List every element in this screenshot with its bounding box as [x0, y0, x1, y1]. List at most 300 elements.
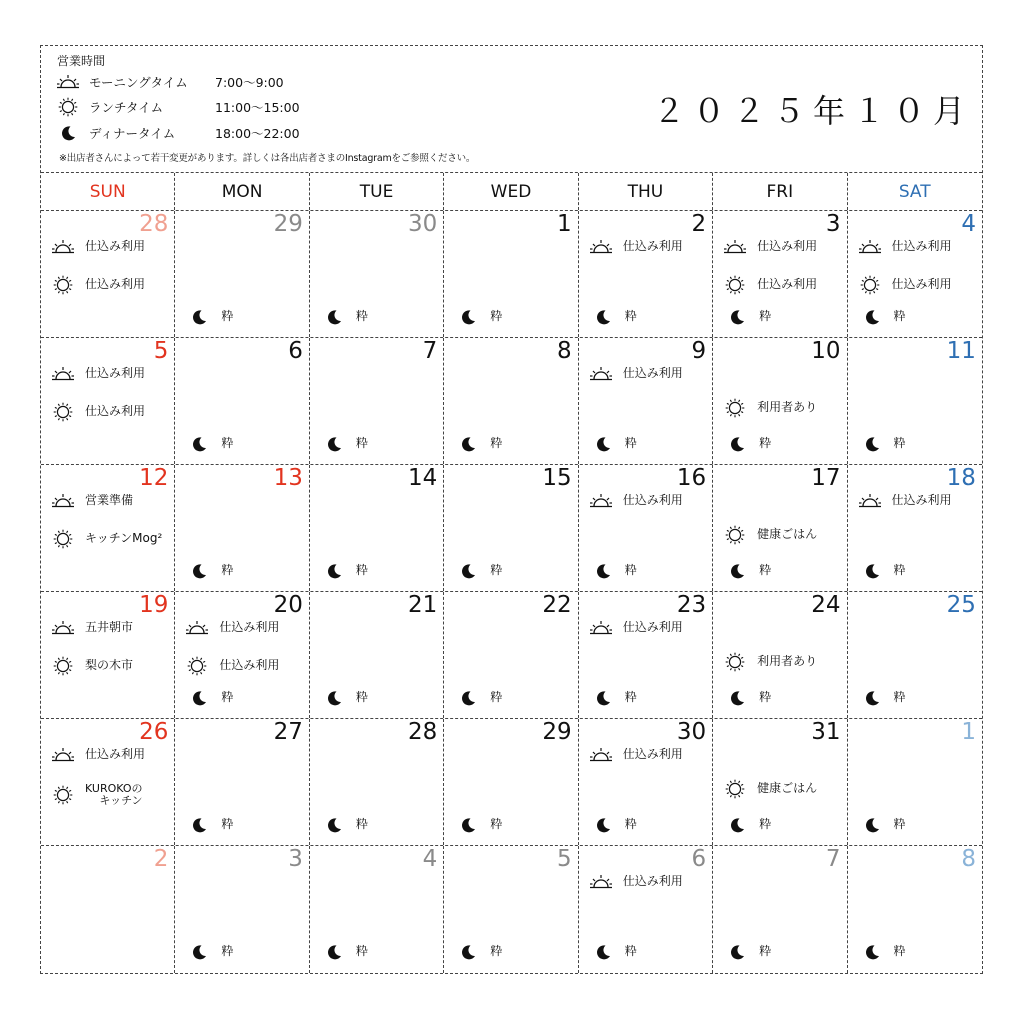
- event-text: 粋: [624, 817, 637, 832]
- event-item: [591, 561, 637, 581]
- event-text: 粋: [490, 436, 503, 451]
- event-item: [725, 561, 771, 581]
- hours-row-morning: [55, 72, 284, 92]
- event-text: 粋: [893, 436, 906, 451]
- day-number: 20: [273, 592, 303, 618]
- event-item: [51, 656, 133, 676]
- sun-icon: [55, 97, 81, 117]
- moon-icon: [591, 561, 615, 581]
- event-item: [725, 688, 771, 708]
- day-cell[interactable]: [444, 719, 578, 845]
- calendar-grid: [41, 173, 982, 973]
- event-item: [187, 815, 233, 835]
- day-cell[interactable]: [444, 592, 578, 718]
- weeks-container: [41, 211, 982, 973]
- day-number: 3: [288, 846, 303, 872]
- event-item: [322, 688, 368, 708]
- event-item: [51, 275, 145, 295]
- day-cell[interactable]: [444, 846, 578, 973]
- event-item: [723, 237, 817, 257]
- event-text: 仕込み利用: [85, 747, 146, 762]
- sun-icon: [51, 402, 75, 422]
- day-number: 1: [557, 211, 572, 237]
- moon-icon: [725, 434, 749, 454]
- hours-time: 7:00〜9:00: [215, 75, 284, 90]
- event-item: [51, 237, 145, 257]
- hours-row-dinner: [55, 123, 300, 143]
- event-item: [456, 688, 502, 708]
- moon-icon: [860, 561, 884, 581]
- event-text: 仕込み利用: [219, 620, 280, 635]
- day-number: 5: [153, 338, 169, 364]
- moon-icon: [187, 688, 211, 708]
- day-number: 4: [422, 846, 438, 872]
- event-text: 粋: [221, 436, 234, 451]
- day-cell[interactable]: [444, 338, 578, 464]
- day-number: 29: [273, 211, 303, 237]
- day-number: 18: [946, 465, 976, 491]
- day-cell[interactable]: [579, 719, 713, 845]
- event-text: 粋: [624, 563, 637, 578]
- sunrise-icon: [51, 618, 75, 638]
- day-cell[interactable]: [175, 211, 309, 337]
- moon-icon: [725, 307, 749, 327]
- moon-icon: [456, 561, 480, 581]
- event-text: 粋: [893, 563, 906, 578]
- event-text: 粋: [355, 817, 368, 832]
- day-cell[interactable]: [41, 846, 175, 973]
- event-text: 粋: [759, 690, 772, 705]
- sunrise-icon: [589, 491, 613, 511]
- sunrise-icon: [858, 491, 882, 511]
- moon-icon: [322, 815, 346, 835]
- event-item: [860, 434, 906, 454]
- event-item: [456, 434, 502, 454]
- day-number: 9: [691, 338, 707, 364]
- sunrise-icon: [589, 237, 613, 257]
- day-number: 30: [407, 211, 438, 237]
- moon-icon: [456, 307, 480, 327]
- day-cell[interactable]: [310, 719, 444, 845]
- day-number: 17: [811, 465, 841, 491]
- event-text: 利用者あり: [757, 654, 818, 669]
- event-text: 粋: [355, 309, 368, 324]
- day-cell[interactable]: [848, 846, 982, 973]
- sun-icon: [858, 275, 882, 295]
- event-item: [589, 364, 683, 384]
- event-item: [51, 618, 133, 638]
- event-item: [322, 434, 368, 454]
- event-item: [187, 942, 233, 962]
- calendar-frame: [40, 45, 983, 974]
- weekday-thu: THU: [579, 173, 713, 210]
- day-cell[interactable]: [713, 465, 847, 591]
- event-item: [51, 364, 145, 384]
- event-item: [723, 275, 817, 295]
- sun-icon: [51, 529, 75, 549]
- day-number: 28: [139, 211, 169, 237]
- moon-icon: [725, 688, 749, 708]
- event-item: [185, 618, 279, 638]
- moon-icon: [187, 815, 211, 835]
- hours-name: モーニングタイム: [89, 75, 188, 90]
- notice-text: ※出店者さんによって若干変更があります。詳しくは各出店者さまのInstagramをご参照ください。: [59, 153, 476, 164]
- event-item: [860, 815, 906, 835]
- event-item: [858, 275, 952, 295]
- sunrise-icon: [51, 491, 75, 511]
- event-item: [858, 491, 952, 511]
- sun-icon: [723, 275, 747, 295]
- event-item: [591, 815, 637, 835]
- event-text: 粋: [893, 309, 906, 324]
- event-item: [589, 618, 683, 638]
- sun-icon: [723, 525, 747, 545]
- event-text: 仕込み利用: [622, 239, 683, 254]
- moon-icon: [456, 434, 480, 454]
- day-number: 29: [542, 719, 572, 745]
- day-number: 15: [542, 465, 572, 491]
- event-item: [322, 307, 368, 327]
- event-item: [723, 652, 817, 672]
- week-row: [41, 719, 982, 846]
- sun-icon: [723, 779, 747, 799]
- day-cell[interactable]: [41, 719, 175, 845]
- day-cell[interactable]: [713, 592, 847, 718]
- event-text: 仕込み利用: [622, 620, 683, 635]
- week-row: [41, 465, 982, 592]
- moon-icon: [591, 688, 615, 708]
- event-item: [187, 561, 233, 581]
- event-text: 粋: [759, 817, 772, 832]
- moon-icon: [860, 688, 884, 708]
- event-text: 仕込み利用: [891, 277, 952, 292]
- sun-icon: [723, 652, 747, 672]
- day-cell[interactable]: [41, 592, 175, 718]
- day-number: 7: [825, 846, 841, 872]
- day-number: 8: [961, 846, 976, 872]
- day-cell[interactable]: [848, 211, 982, 337]
- hours-name: ランチタイム: [89, 100, 164, 115]
- moon-icon: [591, 434, 615, 454]
- event-item: [456, 307, 502, 327]
- event-item: [860, 307, 906, 327]
- day-cell[interactable]: [848, 338, 982, 464]
- day-cell[interactable]: [41, 211, 175, 337]
- day-number: 1: [961, 719, 976, 745]
- day-number: 7: [422, 338, 438, 364]
- event-text: 粋: [355, 690, 368, 705]
- event-item: [723, 779, 817, 799]
- event-text: 健康ごはん: [757, 781, 818, 796]
- sunrise-icon: [723, 237, 747, 257]
- month-title: ２０２５年１０月: [653, 92, 974, 130]
- moon-icon: [322, 942, 346, 962]
- event-item: [591, 942, 637, 962]
- event-item: [589, 237, 683, 257]
- day-cell[interactable]: [310, 211, 444, 337]
- day-cell[interactable]: [175, 719, 309, 845]
- day-number: 4: [961, 211, 976, 237]
- calendar-header: [41, 46, 982, 173]
- moon-icon: [322, 434, 346, 454]
- event-item: [456, 561, 502, 581]
- weekday-wed: WED: [444, 173, 578, 210]
- moon-icon: [725, 815, 749, 835]
- event-text: 利用者あり: [757, 400, 818, 415]
- event-text: キッチンMog²: [85, 531, 163, 546]
- hours-row-lunch: [55, 97, 300, 117]
- event-text: 粋: [893, 817, 906, 832]
- day-cell[interactable]: [848, 592, 982, 718]
- day-cell[interactable]: [175, 592, 309, 718]
- event-item: [185, 656, 279, 676]
- weekday-sun: SUN: [41, 173, 175, 210]
- day-cell[interactable]: [848, 465, 982, 591]
- event-item: [725, 434, 771, 454]
- week-row: [41, 211, 982, 338]
- event-item: [322, 561, 368, 581]
- event-item: [187, 688, 233, 708]
- event-item: [858, 237, 952, 257]
- day-cell[interactable]: [579, 465, 713, 591]
- sunrise-icon: [51, 364, 75, 384]
- sun-icon: [51, 275, 75, 295]
- moon-icon: [725, 942, 749, 962]
- moon-icon: [725, 561, 749, 581]
- day-number: 10: [811, 338, 841, 364]
- sunrise-icon: [185, 618, 209, 638]
- day-number: 11: [946, 338, 976, 364]
- moon-icon: [456, 942, 480, 962]
- hours-time: 11:00〜15:00: [215, 100, 300, 115]
- event-text: 仕込み利用: [891, 493, 952, 508]
- event-text: 粋: [759, 563, 772, 578]
- moon-icon: [187, 434, 211, 454]
- event-item: [723, 525, 817, 545]
- sun-icon: [51, 785, 75, 805]
- day-number: 28: [407, 719, 438, 745]
- weekday-mon: MON: [175, 173, 309, 210]
- event-item: [51, 745, 145, 765]
- event-item: [725, 942, 771, 962]
- day-number: 25: [946, 592, 976, 618]
- event-text: 粋: [893, 944, 906, 959]
- day-cell[interactable]: [579, 338, 713, 464]
- event-text: 仕込み利用: [85, 277, 146, 292]
- day-number: 23: [676, 592, 707, 618]
- sunrise-icon: [589, 618, 613, 638]
- day-number: 16: [676, 465, 707, 491]
- event-text: 仕込み利用: [757, 239, 818, 254]
- moon-icon: [456, 815, 480, 835]
- day-cell[interactable]: [444, 211, 578, 337]
- event-item: [591, 307, 637, 327]
- event-item: [589, 872, 683, 892]
- event-text: 仕込み利用: [622, 874, 683, 889]
- sunrise-icon: [55, 74, 81, 90]
- event-text: 粋: [221, 309, 234, 324]
- sunrise-icon: [51, 745, 75, 765]
- day-cell[interactable]: [713, 719, 847, 845]
- event-text: 仕込み利用: [891, 239, 952, 254]
- event-item: [723, 398, 817, 418]
- day-cell[interactable]: [175, 846, 309, 973]
- day-cell[interactable]: [41, 338, 175, 464]
- day-number: 14: [407, 465, 438, 491]
- event-item: [51, 783, 143, 807]
- moon-icon: [322, 307, 346, 327]
- day-number: 26: [139, 719, 169, 745]
- moon-icon: [591, 942, 615, 962]
- event-text: 粋: [355, 563, 368, 578]
- day-cell[interactable]: [713, 211, 847, 337]
- event-text: 五井朝市: [85, 620, 134, 635]
- event-text: 粋: [355, 944, 368, 959]
- day-cell[interactable]: [579, 592, 713, 718]
- event-text: 健康ごはん: [757, 527, 818, 542]
- day-number: 21: [407, 592, 438, 618]
- event-item: [187, 434, 233, 454]
- day-cell[interactable]: [41, 465, 175, 591]
- event-text: 粋: [759, 436, 772, 451]
- sun-icon: [723, 398, 747, 418]
- event-item: [591, 434, 637, 454]
- event-text: 仕込み利用: [622, 747, 683, 762]
- event-item: [187, 307, 233, 327]
- event-text: 粋: [490, 563, 503, 578]
- day-cell[interactable]: [175, 465, 309, 591]
- day-number: 13: [273, 465, 303, 491]
- sun-icon: [51, 656, 75, 676]
- event-text: 粋: [221, 563, 234, 578]
- day-number: 6: [288, 338, 303, 364]
- event-text: 粋: [624, 309, 637, 324]
- event-text: 粋: [490, 817, 503, 832]
- moon-icon: [860, 942, 884, 962]
- event-item: [589, 745, 683, 765]
- day-number: 30: [676, 719, 707, 745]
- day-cell[interactable]: [579, 211, 713, 337]
- event-text: 粋: [624, 436, 637, 451]
- day-cell[interactable]: [175, 338, 309, 464]
- day-cell[interactable]: [310, 846, 444, 973]
- event-text: 梨の木市: [85, 658, 134, 673]
- event-text: 仕込み利用: [85, 366, 146, 381]
- moon-icon: [55, 125, 81, 141]
- day-number: 2: [691, 211, 707, 237]
- hours-title: 営業時間: [57, 54, 106, 68]
- event-text: 仕込み利用: [85, 239, 146, 254]
- hours-time: 18:00〜22:00: [215, 126, 300, 141]
- day-number: 2: [153, 846, 169, 872]
- day-cell[interactable]: [579, 846, 713, 973]
- day-cell[interactable]: [310, 338, 444, 464]
- event-item: [51, 402, 145, 422]
- moon-icon: [860, 434, 884, 454]
- event-item: [860, 942, 906, 962]
- event-item: [591, 688, 637, 708]
- event-text: 粋: [490, 944, 503, 959]
- day-cell[interactable]: [310, 592, 444, 718]
- event-item: [51, 491, 133, 511]
- day-number: 31: [811, 719, 841, 745]
- moon-icon: [187, 561, 211, 581]
- event-text: 粋: [221, 817, 234, 832]
- event-text: 粋: [221, 944, 234, 959]
- day-number: 22: [542, 592, 572, 618]
- moon-icon: [860, 307, 884, 327]
- moon-icon: [322, 688, 346, 708]
- event-text: 仕込み利用: [622, 366, 683, 381]
- day-number: 12: [139, 465, 169, 491]
- event-text: 仕込み利用: [85, 404, 146, 419]
- hours-name: ディナータイム: [89, 126, 176, 141]
- event-item: [322, 815, 368, 835]
- sunrise-icon: [589, 364, 613, 384]
- day-number: 5: [557, 846, 572, 872]
- weekday-header-row: [41, 173, 982, 211]
- moon-icon: [860, 815, 884, 835]
- event-text: 粋: [624, 690, 637, 705]
- event-text: 粋: [221, 690, 234, 705]
- day-cell[interactable]: [310, 465, 444, 591]
- event-text: 粋: [893, 690, 906, 705]
- event-text: KUROKOの キッチン: [85, 782, 143, 808]
- event-item: [725, 307, 771, 327]
- event-text: 粋: [759, 944, 772, 959]
- event-item: [456, 815, 502, 835]
- week-row: [41, 338, 982, 465]
- event-text: 仕込み利用: [622, 493, 683, 508]
- event-text: 粋: [490, 690, 503, 705]
- day-number: 6: [691, 846, 707, 872]
- moon-icon: [322, 561, 346, 581]
- event-text: 仕込み利用: [219, 658, 280, 673]
- moon-icon: [591, 307, 615, 327]
- day-number: 8: [557, 338, 572, 364]
- event-text: 仕込み利用: [757, 277, 818, 292]
- day-number: 19: [139, 592, 169, 618]
- moon-icon: [187, 307, 211, 327]
- event-item: [322, 942, 368, 962]
- weekday-fri: FRI: [713, 173, 847, 210]
- sunrise-icon: [589, 745, 613, 765]
- event-text: 粋: [759, 309, 772, 324]
- event-text: 営業準備: [85, 493, 134, 508]
- day-cell[interactable]: [444, 465, 578, 591]
- weekday-tue: TUE: [310, 173, 444, 210]
- event-item: [860, 561, 906, 581]
- sunrise-icon: [589, 872, 613, 892]
- event-item: [725, 815, 771, 835]
- day-cell[interactable]: [713, 338, 847, 464]
- week-row: [41, 846, 982, 973]
- event-item: [51, 529, 162, 549]
- day-number: 27: [273, 719, 303, 745]
- moon-icon: [456, 688, 480, 708]
- event-text: 粋: [624, 944, 637, 959]
- event-text: 粋: [355, 436, 368, 451]
- event-item: [456, 942, 502, 962]
- day-number: 24: [811, 592, 841, 618]
- sunrise-icon: [51, 237, 75, 257]
- moon-icon: [187, 942, 211, 962]
- weekday-sat: SAT: [898, 181, 931, 202]
- week-row: [41, 592, 982, 719]
- event-item: [589, 491, 683, 511]
- day-cell[interactable]: [848, 719, 982, 845]
- day-cell[interactable]: [713, 846, 847, 973]
